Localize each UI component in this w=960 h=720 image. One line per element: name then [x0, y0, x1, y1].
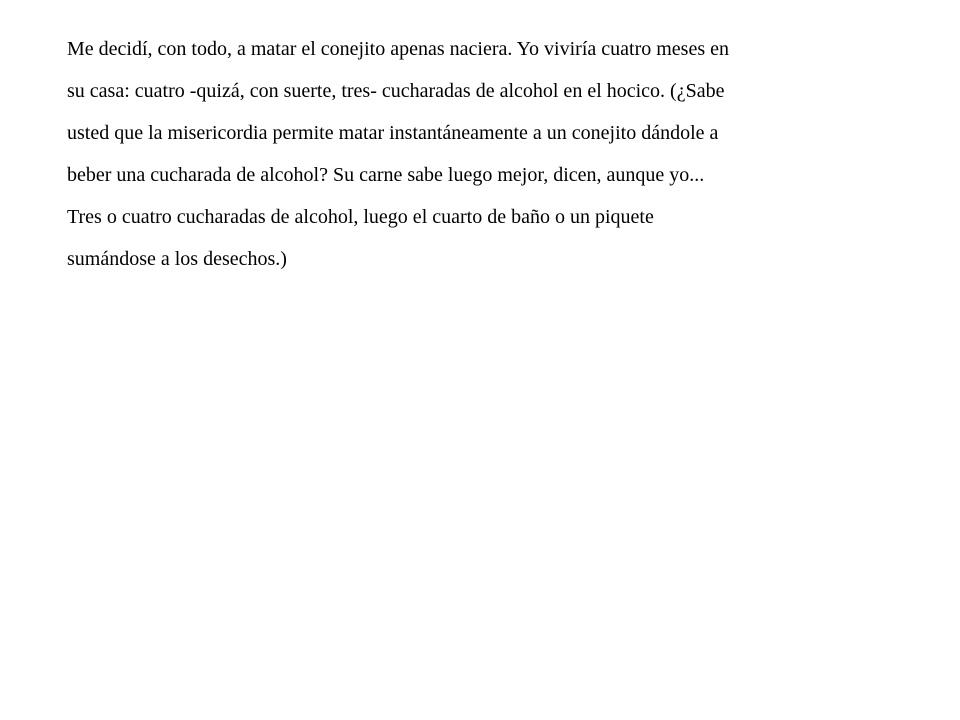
text-line: sumándose a los desechos.)	[67, 248, 287, 270]
text-line: su casa: cuatro -quizá, con suerte, tres- cucharadas de alcohol en el hocico. (¿Sabe	[67, 80, 725, 102]
text-line: beber una cucharada de alcohol? Su carne sabe luego mejor, dicen, aunque yo...	[67, 164, 705, 186]
text-line: usted que la misericordia permite matar instantáneamente a un conejito dándole a	[67, 122, 719, 144]
paragraph	[67, 28, 947, 280]
text-line: Tres o cuatro cucharadas de alcohol, luego el cuarto de baño o un piquete	[67, 206, 654, 228]
text-line: Me decidí, con todo, a matar el conejito apenas naciera. Yo viviría cuatro meses en	[67, 38, 729, 60]
